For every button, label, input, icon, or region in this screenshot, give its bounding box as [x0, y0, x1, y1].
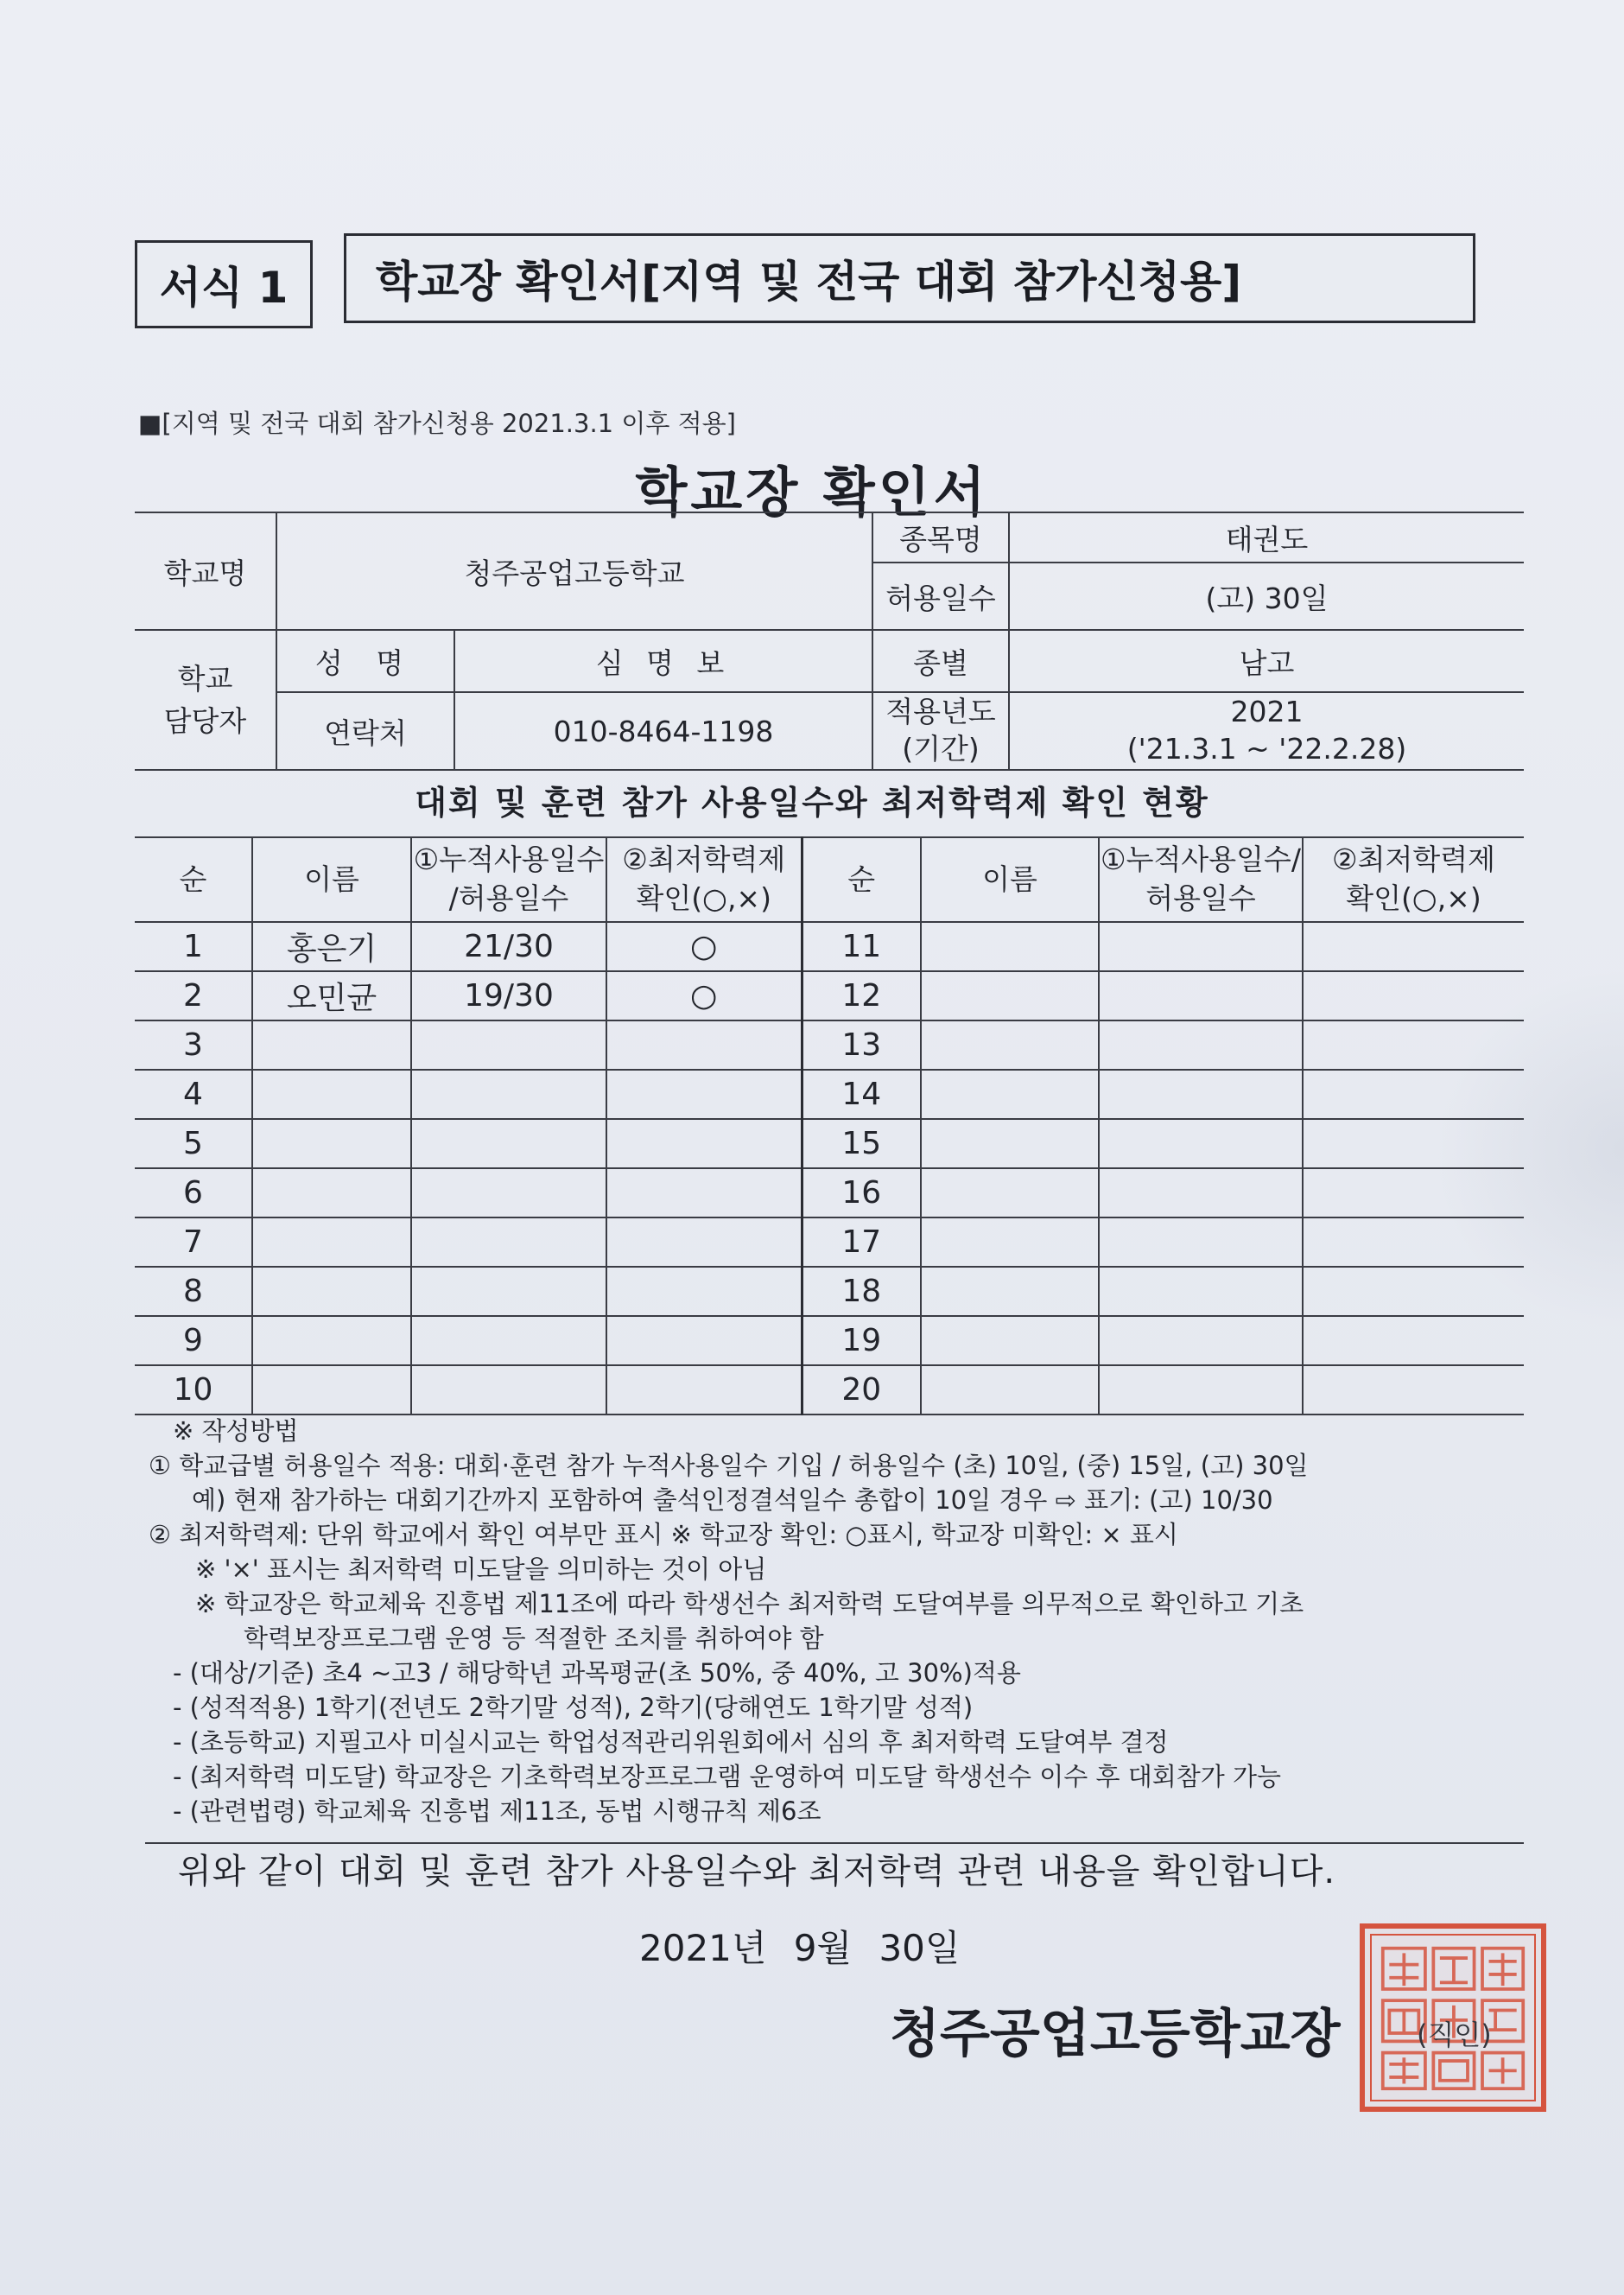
row-days — [411, 1267, 606, 1316]
row-name-right — [921, 1316, 1099, 1365]
row-name-right — [921, 922, 1099, 971]
row-name-right — [921, 1070, 1099, 1119]
instruction-line: ※ '×' 표시는 최저학력 미도달을 의미하는 것이 아님 — [195, 1554, 767, 1584]
school-name-label: 학교명 — [135, 512, 276, 630]
row-days-right — [1099, 1217, 1303, 1267]
row-check — [606, 1070, 802, 1119]
row-no-right: 14 — [802, 1070, 921, 1119]
row-no: 8 — [135, 1267, 252, 1316]
row-days — [411, 1316, 606, 1365]
row-days-right — [1099, 971, 1303, 1020]
row-days-right — [1099, 1070, 1303, 1119]
table-row — [135, 1119, 1524, 1168]
header-name-right: 이름 — [921, 837, 1099, 922]
row-check-right — [1303, 1070, 1524, 1119]
contact-label: 연락처 — [276, 692, 454, 770]
row-days: 21/30 — [411, 922, 606, 971]
row-check: ○ — [606, 922, 802, 971]
row-name-right — [921, 1217, 1099, 1267]
row-days — [411, 1119, 606, 1168]
principal-signature-name: 청주공업고등학교장 — [890, 2004, 1341, 2064]
table-row — [135, 971, 1524, 1020]
manager-label: 학교 담당자 — [135, 630, 276, 770]
header-name: 이름 — [252, 837, 411, 922]
manager-name-value: 심 명 보 — [454, 630, 872, 692]
writing-instructions — [149, 1414, 1531, 1828]
row-no: 4 — [135, 1070, 252, 1119]
row-check-right — [1303, 1267, 1524, 1316]
row-no-right: 11 — [802, 922, 921, 971]
school-info-table — [135, 512, 1524, 771]
row-no-right: 17 — [802, 1217, 921, 1267]
row-check-right — [1303, 1365, 1524, 1415]
row-days-right — [1099, 1119, 1303, 1168]
row-check-right — [1303, 1168, 1524, 1217]
row-no: 9 — [135, 1316, 252, 1365]
row-check — [606, 1365, 802, 1415]
row-check — [606, 1316, 802, 1365]
row-name — [252, 1365, 411, 1415]
instruction-line: - (초등학교) 지필고사 미실시교는 학업성적관리위원회에서 심의 후 최저학력 도달여부 결정 — [173, 1727, 1169, 1757]
gender-label: 종별 — [872, 630, 1009, 692]
row-name-right — [921, 1267, 1099, 1316]
row-check — [606, 1119, 802, 1168]
row-check — [606, 1020, 802, 1070]
row-days — [411, 1168, 606, 1217]
instruction-line: - (대상/기준) 초4 ~고3 / 해당학년 과목평균(초 50%, 중 40%, 고 30%)적용 — [173, 1658, 1021, 1688]
row-days-right — [1099, 1267, 1303, 1316]
header-no: 순 — [135, 837, 252, 922]
row-check-right — [1303, 1119, 1524, 1168]
year-value: 2021 ('21.3.1 ~ '22.2.28) — [1009, 692, 1524, 770]
document-title: 학교장 확인서 — [635, 461, 989, 524]
row-days — [411, 1365, 606, 1415]
table-row — [135, 1365, 1524, 1415]
row-check-right — [1303, 1316, 1524, 1365]
row-no-right: 19 — [802, 1316, 921, 1365]
instruction-line: - (최저학력 미도달) 학교장은 기초학력보장프로그램 운영하여 미도달 학생선수 이수 후 대회참가 가능 — [173, 1762, 1282, 1791]
row-days-right — [1099, 922, 1303, 971]
header-days: ①누적사용일수 /허용일수 — [411, 837, 606, 922]
table-row — [135, 1316, 1524, 1365]
row-name-right — [921, 971, 1099, 1020]
row-days-right — [1099, 1316, 1303, 1365]
row-name-right — [921, 1365, 1099, 1415]
row-no-right: 18 — [802, 1267, 921, 1316]
row-name-right — [921, 1119, 1099, 1168]
instruction-line: 학력보장프로그램 운영 등 적절한 조치를 취하여야 함 — [244, 1624, 824, 1653]
header-academic: ②최저학력제 확인(○,×) — [606, 837, 802, 922]
table-row — [135, 1020, 1524, 1070]
form-number-badge: 서식 1 — [135, 240, 313, 328]
row-check — [606, 1267, 802, 1316]
table-row — [135, 1070, 1524, 1119]
section-heading: 대회 및 훈련 참가 사용일수와 최저학력제 확인 현황 — [415, 784, 1209, 822]
row-days — [411, 1070, 606, 1119]
row-name — [252, 1217, 411, 1267]
instruction-line: ※ 학교장은 학교체육 진흥법 제11조에 따라 학생선수 최저학력 도달여부를 의무적으로 확인하고 기초 — [195, 1589, 1304, 1618]
row-check — [606, 1168, 802, 1217]
instruction-line: ① 학교급별 허용일수 적용: 대회·훈련 참가 누적사용일수 기입 / 허용일수 (초) 10일, (중) 15일, (고) 30일 — [149, 1451, 1309, 1480]
header-no-right: 순 — [802, 837, 921, 922]
row-no: 1 — [135, 922, 252, 971]
row-check-right — [1303, 922, 1524, 971]
row-check-right — [1303, 1217, 1524, 1267]
row-days: 19/30 — [411, 971, 606, 1020]
row-name: 오민균 — [252, 971, 411, 1020]
sport-value: 태권도 — [1009, 512, 1524, 563]
row-days — [411, 1217, 606, 1267]
name-label: 성 명 — [276, 630, 454, 692]
table-row — [135, 1267, 1524, 1316]
row-name — [252, 1020, 411, 1070]
instruction-line: ② 최저학력제: 단위 학교에서 확인 여부만 표시 ※ 학교장 확인: ○표시, 학교장 미확인: × 표시 — [149, 1520, 1178, 1549]
row-check — [606, 1217, 802, 1267]
header-days-right: ①누적사용일수/ 허용일수 — [1099, 837, 1303, 922]
row-no-right: 12 — [802, 971, 921, 1020]
gender-value: 남고 — [1009, 630, 1524, 692]
row-no: 10 — [135, 1365, 252, 1415]
school-name-value: 청주공업고등학교 — [276, 512, 872, 630]
instruction-line: - (관련법령) 학교체육 진흥법 제11조, 동법 시행규칙 제6조 — [173, 1796, 822, 1826]
row-no-right: 16 — [802, 1168, 921, 1217]
row-no: 2 — [135, 971, 252, 1020]
issue-date: 2021년 9월 30일 — [639, 1927, 961, 1969]
allowed-days-label: 허용일수 — [872, 563, 1009, 630]
instruction-line: - (성적적용) 1학기(전년도 2학기말 성적), 2학기(당해연도 1학기말 성적) — [173, 1693, 974, 1722]
row-days — [411, 1020, 606, 1070]
row-check-right — [1303, 1020, 1524, 1070]
row-no-right: 15 — [802, 1119, 921, 1168]
row-name-right — [921, 1020, 1099, 1070]
year-label: 적용년도 (기간) — [872, 692, 1009, 770]
row-name — [252, 1168, 411, 1217]
row-name — [252, 1316, 411, 1365]
form-title-box: 학교장 확인서[지역 및 전국 대회 참가신청용] — [344, 233, 1475, 323]
row-no: 7 — [135, 1217, 252, 1267]
row-name-right — [921, 1168, 1099, 1217]
table-row — [135, 1168, 1524, 1217]
applicability-note: ■[지역 및 전국 대회 참가신청용 2021.3.1 이후 적용] — [138, 409, 736, 438]
header-academic-right: ②최저학력제 확인(○,×) — [1303, 837, 1524, 922]
sport-label: 종목명 — [872, 512, 1009, 563]
instruction-line: 예) 현재 참가하는 대회기간까지 포함하여 출석인정결석일수 총합이 10일 경우 ⇨ 표기: (고) 10/30 — [192, 1485, 1273, 1515]
row-name — [252, 1119, 411, 1168]
row-no: 3 — [135, 1020, 252, 1070]
row-check-right — [1303, 971, 1524, 1020]
row-days-right — [1099, 1365, 1303, 1415]
table-row — [135, 922, 1524, 971]
participation-table — [135, 836, 1524, 1415]
contact-value: 010-8464-1198 — [454, 692, 872, 770]
table-row — [135, 1217, 1524, 1267]
row-days-right — [1099, 1020, 1303, 1070]
row-no: 6 — [135, 1168, 252, 1217]
row-name — [252, 1267, 411, 1316]
row-name: 홍은기 — [252, 922, 411, 971]
confirmation-statement: 위와 같이 대회 및 훈련 참가 사용일수와 최저학력 관련 내용을 확인합니다. — [178, 1852, 1336, 1891]
row-name — [252, 1070, 411, 1119]
table-header-row — [135, 837, 1524, 922]
row-no-right: 13 — [802, 1020, 921, 1070]
row-check: ○ — [606, 971, 802, 1020]
seal-note: (직인) — [1417, 2018, 1492, 2051]
row-days-right — [1099, 1168, 1303, 1217]
row-no: 5 — [135, 1119, 252, 1168]
instructions-title: ※ 작성방법 — [173, 1416, 299, 1446]
row-no-right: 20 — [802, 1365, 921, 1415]
allowed-days-value: (고) 30일 — [1009, 563, 1524, 630]
